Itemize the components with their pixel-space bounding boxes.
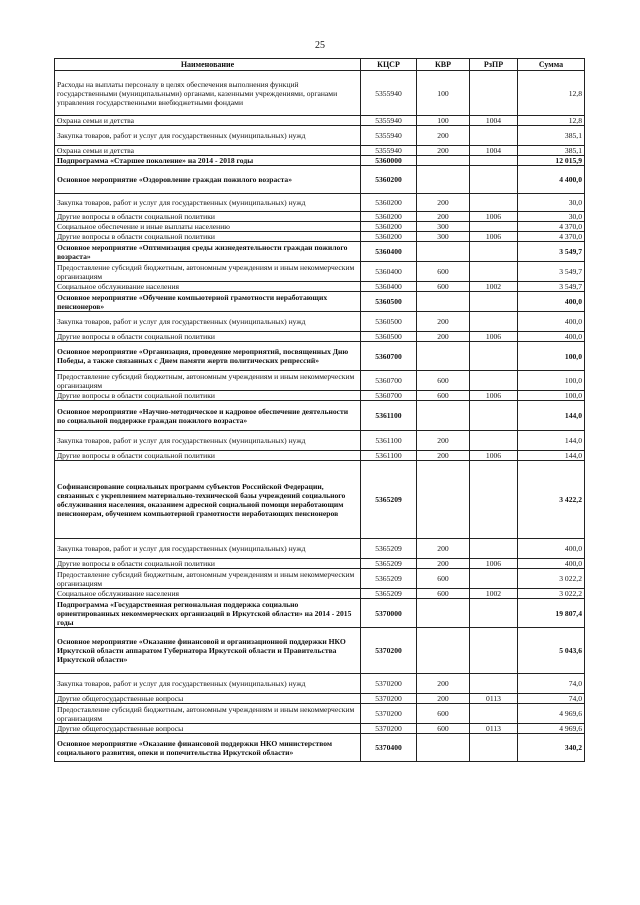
cell-rzpr (470, 194, 518, 212)
cell-kcsr: 5355940 (361, 116, 417, 126)
table-row (55, 212, 585, 222)
budget-table (54, 58, 585, 762)
header-sum: Сумма (518, 59, 585, 71)
cell-rzpr (470, 262, 518, 282)
cell-sum: 144,0 (518, 451, 585, 461)
cell-name: Социальное обеспечение и иные выплаты населению (55, 222, 361, 232)
table-row (55, 451, 585, 461)
cell-name: Предоставление субсидий бюджетным, автономным учреждениям и иным некоммерческим организациям (55, 371, 361, 391)
table-row (55, 371, 585, 391)
cell-sum: 385,1 (518, 146, 585, 156)
cell-kvr: 100 (417, 71, 470, 116)
cell-sum: 30,0 (518, 194, 585, 212)
header-kvr: КВР (417, 59, 470, 71)
cell-name: Основное мероприятие «Научно-методическое и кадровое обеспечение деятельности по социальной поддержке граждан пожилого возраста» (55, 401, 361, 431)
cell-rzpr: 0113 (470, 694, 518, 704)
cell-kcsr: 5365209 (361, 559, 417, 569)
cell-kcsr: 5370200 (361, 628, 417, 674)
cell-kvr (417, 342, 470, 371)
cell-name: Другие вопросы в области социальной политики (55, 559, 361, 569)
cell-kcsr: 5360700 (361, 342, 417, 371)
cell-rzpr: 1002 (470, 589, 518, 599)
cell-rzpr: 1004 (470, 146, 518, 156)
cell-kvr: 200 (417, 431, 470, 451)
table-body (55, 71, 585, 762)
cell-name: Софинансирование социальных программ субъектов Российской Федерации, связанных с укреплением материально-технической базы учреждений социального обслуживания населения, оказанием адресной социальной помощи неработающим пенсионерам, обучением компьютерной грамотности неработающих пенсионеров (55, 461, 361, 539)
cell-sum: 3 549,7 (518, 262, 585, 282)
cell-rzpr (470, 126, 518, 146)
cell-kvr: 200 (417, 694, 470, 704)
table-row (55, 332, 585, 342)
table-row (55, 166, 585, 194)
cell-kcsr: 5360400 (361, 282, 417, 292)
cell-kcsr: 5370400 (361, 734, 417, 762)
cell-kvr: 200 (417, 212, 470, 222)
cell-kvr: 600 (417, 589, 470, 599)
cell-rzpr: 1006 (470, 559, 518, 569)
cell-sum: 144,0 (518, 401, 585, 431)
cell-kvr: 300 (417, 222, 470, 232)
cell-kcsr: 5365209 (361, 461, 417, 539)
cell-kvr (417, 292, 470, 312)
cell-kcsr: 5365209 (361, 589, 417, 599)
cell-sum: 144,0 (518, 431, 585, 451)
cell-kcsr: 5355940 (361, 71, 417, 116)
cell-kvr: 600 (417, 569, 470, 589)
cell-kcsr: 5370000 (361, 599, 417, 628)
cell-sum: 3 022,2 (518, 569, 585, 589)
cell-kcsr: 5355940 (361, 126, 417, 146)
table-row (55, 222, 585, 232)
cell-rzpr: 1006 (470, 232, 518, 242)
cell-kcsr: 5360700 (361, 371, 417, 391)
cell-sum: 19 807,4 (518, 599, 585, 628)
cell-kvr: 600 (417, 282, 470, 292)
cell-kvr (417, 166, 470, 194)
cell-kcsr: 5360000 (361, 156, 417, 166)
cell-sum: 3 422,2 (518, 461, 585, 539)
cell-kcsr: 5360500 (361, 292, 417, 312)
header-name: Наименование (55, 59, 361, 71)
cell-sum: 12 015,9 (518, 156, 585, 166)
cell-kvr: 600 (417, 704, 470, 724)
cell-kvr (417, 461, 470, 539)
cell-sum: 385,1 (518, 126, 585, 146)
cell-sum: 100,0 (518, 391, 585, 401)
table-row (55, 674, 585, 694)
cell-rzpr (470, 431, 518, 451)
table-row (55, 734, 585, 762)
cell-name: Закупка товаров, работ и услуг для государственных (муниципальных) нужд (55, 674, 361, 694)
cell-name: Другие вопросы в области социальной политики (55, 391, 361, 401)
table-row (55, 628, 585, 674)
cell-name: Подпрограмма «Старшее поколение» на 2014 - 2018 годы (55, 156, 361, 166)
cell-name: Основное мероприятие «Оздоровление граждан пожилого возраста» (55, 166, 361, 194)
table-header-row (55, 59, 585, 71)
table-row (55, 116, 585, 126)
cell-sum: 12,8 (518, 116, 585, 126)
table-row (55, 461, 585, 539)
cell-sum: 400,0 (518, 539, 585, 559)
cell-kcsr: 5361100 (361, 431, 417, 451)
cell-rzpr (470, 342, 518, 371)
table-row (55, 262, 585, 282)
cell-kvr (417, 628, 470, 674)
cell-sum: 400,0 (518, 312, 585, 332)
cell-rzpr: 1006 (470, 332, 518, 342)
table-row (55, 539, 585, 559)
table-row (55, 559, 585, 569)
cell-kcsr: 5361100 (361, 451, 417, 461)
header-rzpr: РзПР (470, 59, 518, 71)
cell-name: Другие вопросы в области социальной политики (55, 451, 361, 461)
cell-kcsr: 5360500 (361, 312, 417, 332)
cell-name: Основное мероприятие «Оказание финансовой и организационной поддержки НКО Иркутской области аппаратом Губернатора Иркутской области и Правительства Иркутской области» (55, 628, 361, 674)
cell-sum: 5 043,6 (518, 628, 585, 674)
cell-kcsr: 5360200 (361, 232, 417, 242)
cell-sum: 3 022,2 (518, 589, 585, 599)
table-row (55, 242, 585, 262)
cell-name: Охрана семьи и детства (55, 116, 361, 126)
cell-rzpr (470, 674, 518, 694)
cell-sum: 12,8 (518, 71, 585, 116)
cell-name: Социальное обслуживание населения (55, 589, 361, 599)
cell-sum: 4 370,0 (518, 232, 585, 242)
cell-kvr: 200 (417, 559, 470, 569)
cell-kcsr: 5370200 (361, 694, 417, 704)
cell-rzpr (470, 569, 518, 589)
header-kcsr: КЦСР (361, 59, 417, 71)
table-row (55, 292, 585, 312)
cell-rzpr (470, 166, 518, 194)
cell-sum: 4 370,0 (518, 222, 585, 232)
cell-rzpr (470, 371, 518, 391)
cell-name: Подпрограмма «Государственная региональная поддержка социально ориентированных некоммерческих организаций в Иркутской области» на 2014 - 2015 годы (55, 599, 361, 628)
cell-kvr (417, 242, 470, 262)
cell-rzpr (470, 292, 518, 312)
cell-rzpr (470, 539, 518, 559)
cell-sum: 400,0 (518, 292, 585, 312)
cell-name: Закупка товаров, работ и услуг для государственных (муниципальных) нужд (55, 312, 361, 332)
cell-kvr: 200 (417, 194, 470, 212)
cell-kcsr: 5360200 (361, 212, 417, 222)
cell-name: Основное мероприятие «Обучение компьютерной грамотности неработающих пенсионеров» (55, 292, 361, 312)
cell-name: Закупка товаров, работ и услуг для государственных (муниципальных) нужд (55, 539, 361, 559)
cell-kcsr: 5360400 (361, 262, 417, 282)
cell-rzpr (470, 704, 518, 724)
cell-rzpr: 1002 (470, 282, 518, 292)
cell-kcsr: 5355940 (361, 146, 417, 156)
table-row (55, 126, 585, 146)
table-row (55, 146, 585, 156)
cell-name: Другие вопросы в области социальной политики (55, 332, 361, 342)
cell-kvr (417, 156, 470, 166)
cell-kvr: 600 (417, 262, 470, 282)
cell-kvr: 600 (417, 391, 470, 401)
cell-kvr: 100 (417, 116, 470, 126)
cell-name: Основное мероприятие «Оптимизация среды жизнедеятельности граждан пожилого возраста» (55, 242, 361, 262)
cell-kvr: 200 (417, 451, 470, 461)
cell-kvr: 200 (417, 332, 470, 342)
cell-kvr: 600 (417, 724, 470, 734)
cell-kvr: 200 (417, 146, 470, 156)
cell-sum: 400,0 (518, 559, 585, 569)
cell-rzpr: 1004 (470, 116, 518, 126)
cell-rzpr (470, 222, 518, 232)
cell-name: Закупка товаров, работ и услуг для государственных (муниципальных) нужд (55, 431, 361, 451)
cell-rzpr (470, 312, 518, 332)
cell-sum: 4 969,6 (518, 704, 585, 724)
cell-kcsr: 5360200 (361, 222, 417, 232)
table-row (55, 232, 585, 242)
cell-kvr (417, 734, 470, 762)
cell-kcsr: 5360500 (361, 332, 417, 342)
cell-name: Закупка товаров, работ и услуг для государственных (муниципальных) нужд (55, 126, 361, 146)
table-row (55, 599, 585, 628)
cell-name: Другие вопросы в области социальной политики (55, 212, 361, 222)
cell-kvr (417, 401, 470, 431)
cell-kcsr: 5370200 (361, 704, 417, 724)
cell-sum: 100,0 (518, 371, 585, 391)
cell-kvr: 200 (417, 312, 470, 332)
cell-sum: 74,0 (518, 694, 585, 704)
table-row (55, 401, 585, 431)
cell-kvr (417, 599, 470, 628)
table-row (55, 391, 585, 401)
cell-sum: 3 549,7 (518, 242, 585, 262)
table-row (55, 704, 585, 724)
table-row (55, 156, 585, 166)
cell-kcsr: 5361100 (361, 401, 417, 431)
cell-kcsr: 5360200 (361, 194, 417, 212)
cell-kcsr: 5365209 (361, 539, 417, 559)
cell-rzpr (470, 156, 518, 166)
cell-name: Закупка товаров, работ и услуг для государственных (муниципальных) нужд (55, 194, 361, 212)
cell-kvr: 200 (417, 126, 470, 146)
cell-rzpr: 1006 (470, 391, 518, 401)
cell-sum: 100,0 (518, 342, 585, 371)
table-row (55, 312, 585, 332)
table-row (55, 282, 585, 292)
cell-name: Охрана семьи и детства (55, 146, 361, 156)
cell-sum: 4 400,0 (518, 166, 585, 194)
table-row (55, 71, 585, 116)
cell-sum: 74,0 (518, 674, 585, 694)
table-row (55, 569, 585, 589)
cell-rzpr (470, 599, 518, 628)
cell-name: Расходы на выплаты персоналу в целях обеспечения выполнения функций государственными (муниципальными) органами, казенными учреждениями, органами управления государственными внебюджетными фондами (55, 71, 361, 116)
cell-rzpr (470, 628, 518, 674)
cell-name: Основное мероприятие «Оказание финансовой поддержки НКО министерством социального развития, опеки и попечительства Иркутской области» (55, 734, 361, 762)
cell-kcsr: 5360700 (361, 391, 417, 401)
cell-name: Другие общегосударственные вопросы (55, 694, 361, 704)
page-number: 25 (315, 40, 325, 51)
table-row (55, 694, 585, 704)
cell-name: Предоставление субсидий бюджетным, автономным учреждениям и иным некоммерческим организациям (55, 704, 361, 724)
cell-kvr: 200 (417, 674, 470, 694)
cell-rzpr (470, 401, 518, 431)
cell-sum: 400,0 (518, 332, 585, 342)
table-row (55, 342, 585, 371)
cell-name: Другие общегосударственные вопросы (55, 724, 361, 734)
cell-kvr: 600 (417, 371, 470, 391)
cell-sum: 3 549,7 (518, 282, 585, 292)
cell-name: Предоставление субсидий бюджетным, автономным учреждениям и иным некоммерческим организациям (55, 262, 361, 282)
cell-rzpr (470, 734, 518, 762)
table-row (55, 194, 585, 212)
cell-kcsr: 5360400 (361, 242, 417, 262)
table-row (55, 431, 585, 451)
cell-rzpr: 0113 (470, 724, 518, 734)
cell-name: Социальное обслуживание населения (55, 282, 361, 292)
cell-kcsr: 5360200 (361, 166, 417, 194)
cell-kcsr: 5365209 (361, 569, 417, 589)
cell-sum: 30,0 (518, 212, 585, 222)
cell-kcsr: 5370200 (361, 674, 417, 694)
cell-sum: 340,2 (518, 734, 585, 762)
cell-kvr: 300 (417, 232, 470, 242)
table-row (55, 589, 585, 599)
cell-rzpr (470, 242, 518, 262)
cell-rzpr (470, 71, 518, 116)
cell-kvr: 200 (417, 539, 470, 559)
cell-rzpr: 1006 (470, 212, 518, 222)
cell-rzpr (470, 461, 518, 539)
cell-name: Другие вопросы в области социальной политики (55, 232, 361, 242)
cell-sum: 4 969,6 (518, 724, 585, 734)
cell-kcsr: 5370200 (361, 724, 417, 734)
cell-name: Основное мероприятие «Организация, проведение мероприятий, посвященных Дню Победы, а также связанных с Днем памяти жертв политических репрессий» (55, 342, 361, 371)
cell-rzpr: 1006 (470, 451, 518, 461)
table-row (55, 724, 585, 734)
cell-name: Предоставление субсидий бюджетным, автономным учреждениям и иным некоммерческим организациям (55, 569, 361, 589)
